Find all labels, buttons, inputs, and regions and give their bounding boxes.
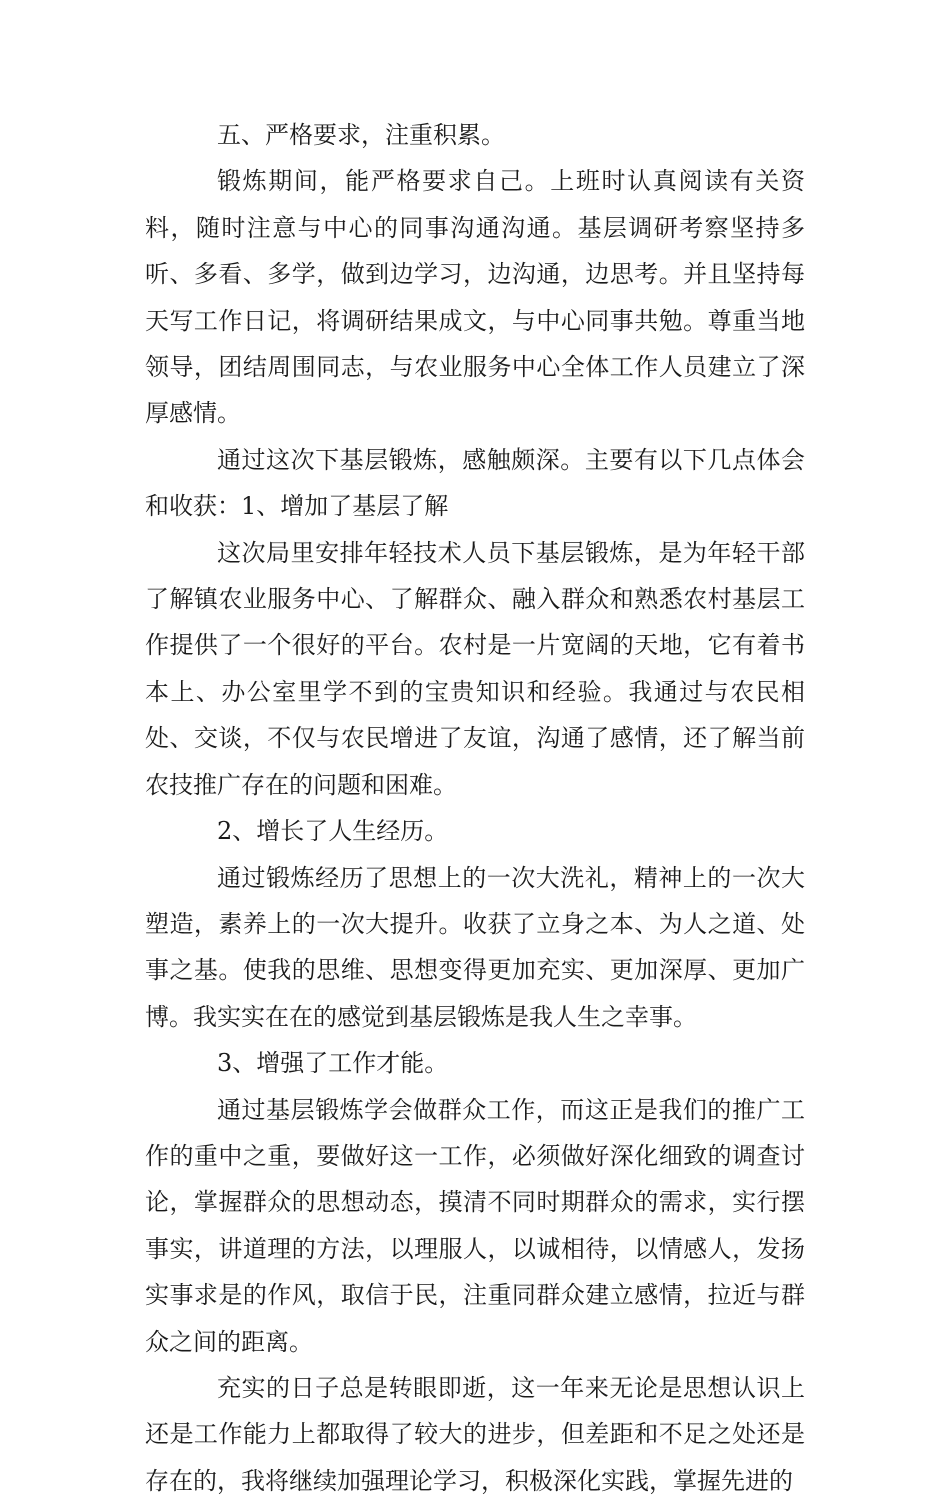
- body-paragraph: 锻炼期间，能严格要求自己。上班时认真阅读有关资料，随时注意与中心的同事沟通沟通。基层调研考察坚持多听、多看、多学，做到边学习，边沟通，边思考。并且坚持每天写工作日记，将调研结果成文，与中心同事共勉。尊重当地领导，团结周围同志，与农业服务中心全体工作人员建立了深厚感情。: [145, 167, 805, 428]
- subsection-heading: 2、增长了人生经历。: [217, 817, 449, 846]
- body-paragraph: 通过锻炼经历了思想上的一次大洗礼，精神上的一次大塑造，素养上的一次大提升。收获了立身之本、为人之道、处事之基。使我的思维、思想变得更加充实、更加深厚、更加广博。我实实在在的感觉到基层锻炼是我人生之幸事。: [145, 863, 805, 1031]
- body-paragraph: 通过这次下基层锻炼，感触颇深。主要有以下几点体会和收获：1、增加了基层了解: [145, 445, 805, 521]
- document-body: [145, 112, 805, 1504]
- subsection-heading: 3、增强了工作才能。: [217, 1049, 449, 1078]
- section-heading: 五、严格要求，注重积累。: [217, 121, 505, 149]
- body-paragraph: 充实的日子总是转眼即逝，这一年来无论是思想认识上还是工作能力上都取得了较大的进步，但差距和不足之处还是存在的，我将继续加强理论学习，积极深化实践，掌握先进的: [145, 1373, 805, 1495]
- body-paragraph: 这次局里安排年轻技术人员下基层锻炼，是为年轻干部了解镇农业服务中心、了解群众、融入群众和熟悉农村基层工作提供了一个很好的平台。农村是一片宽阔的天地，它有着书本上、办公室里学不到的宝贵知识和经验。我通过与农民相处、交谈，不仅与农民增进了友谊，沟通了感情，还了解当前农技推广存在的问题和困难。: [145, 538, 805, 799]
- body-paragraph: 通过基层锻炼学会做群众工作，而这正是我们的推广工作的重中之重，要做好这一工作，必须做好深化细致的调查讨论，掌握群众的思想动态，摸清不同时期群众的需求，实行摆事实，讲道理的方法，以理服人，以诚相待，以情感人，发扬实事求是的作风，取信于民，注重同群众建立感情，拉近与群众之间的距离。: [145, 1095, 805, 1356]
